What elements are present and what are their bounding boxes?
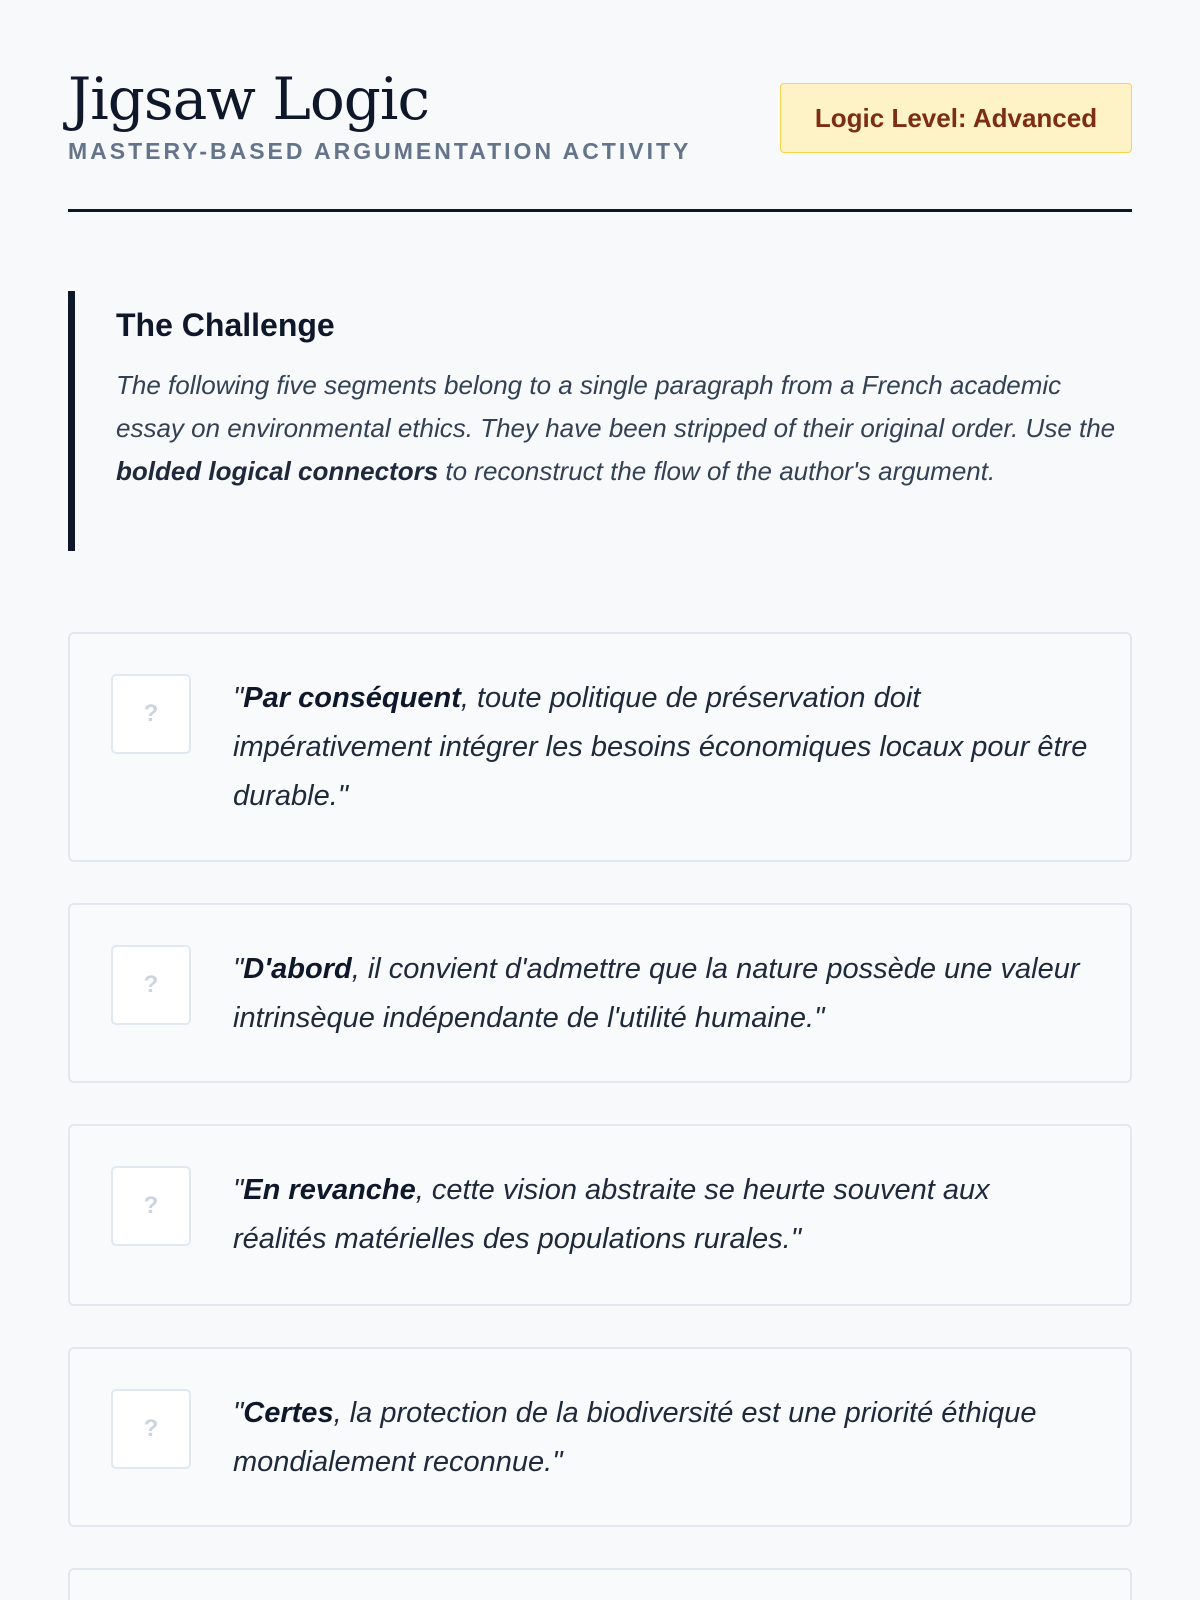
challenge-title: The Challenge bbox=[116, 307, 335, 343]
challenge-text-bold: bolded logical connectors bbox=[116, 456, 439, 486]
quote-open: " bbox=[233, 682, 244, 714]
segment-text bbox=[233, 674, 1090, 821]
quote-open: " bbox=[233, 1174, 244, 1206]
order-slot[interactable]: ? bbox=[111, 1389, 191, 1469]
quote-open: " bbox=[233, 1397, 244, 1429]
challenge-text-after: to reconstruct the flow of the author's argument. bbox=[438, 456, 996, 486]
order-slot[interactable]: ? bbox=[111, 945, 191, 1025]
segment-list bbox=[68, 632, 1132, 1600]
segment-card[interactable] bbox=[68, 1124, 1132, 1306]
segment-card[interactable] bbox=[68, 1347, 1132, 1527]
quote-open: " bbox=[233, 953, 244, 985]
segment-card[interactable] bbox=[68, 903, 1132, 1083]
page-subtitle: MASTERY-BASED ARGUMENTATION ACTIVITY bbox=[68, 138, 692, 164]
challenge-box bbox=[68, 291, 1132, 551]
segment-card[interactable] bbox=[68, 1568, 1132, 1600]
segment-text bbox=[233, 945, 1090, 1043]
segment-text bbox=[233, 1166, 1090, 1264]
order-slot[interactable]: ? bbox=[111, 1166, 191, 1246]
segment-rest: , toute politique de préservation doit impérativement intégrer les besoins économiques locaux pour être durable." bbox=[233, 682, 1088, 812]
logical-connector: En revanche bbox=[243, 1174, 416, 1206]
segment-rest: , il convient d'admettre que la nature possède une valeur intrinsèque indépendante de l'utilité humaine." bbox=[233, 953, 1080, 1034]
logic-level-badge: Logic Level: Advanced bbox=[780, 83, 1132, 153]
segment-card[interactable] bbox=[68, 632, 1132, 862]
order-slot[interactable]: ? bbox=[111, 674, 191, 754]
challenge-instructions bbox=[116, 364, 1122, 493]
segment-text bbox=[233, 1389, 1090, 1487]
logical-connector: Par conséquent bbox=[243, 682, 461, 714]
segment-rest: , la protection de la biodiversité est une priorité éthique mondialement reconnue." bbox=[233, 1397, 1037, 1478]
page-header bbox=[68, 0, 1132, 212]
page-title: Jigsaw Logic bbox=[68, 65, 429, 133]
logical-connector: Certes bbox=[243, 1397, 334, 1429]
logical-connector: D'abord bbox=[243, 953, 352, 985]
challenge-text-before: The following five segments belong to a single paragraph from a French academic essay on environmental ethics. They have been stripped of their original order. Use the bbox=[116, 370, 1116, 443]
segment-rest: , cette vision abstraite se heurte souvent aux réalités matérielles des populations rurales." bbox=[233, 1174, 990, 1255]
